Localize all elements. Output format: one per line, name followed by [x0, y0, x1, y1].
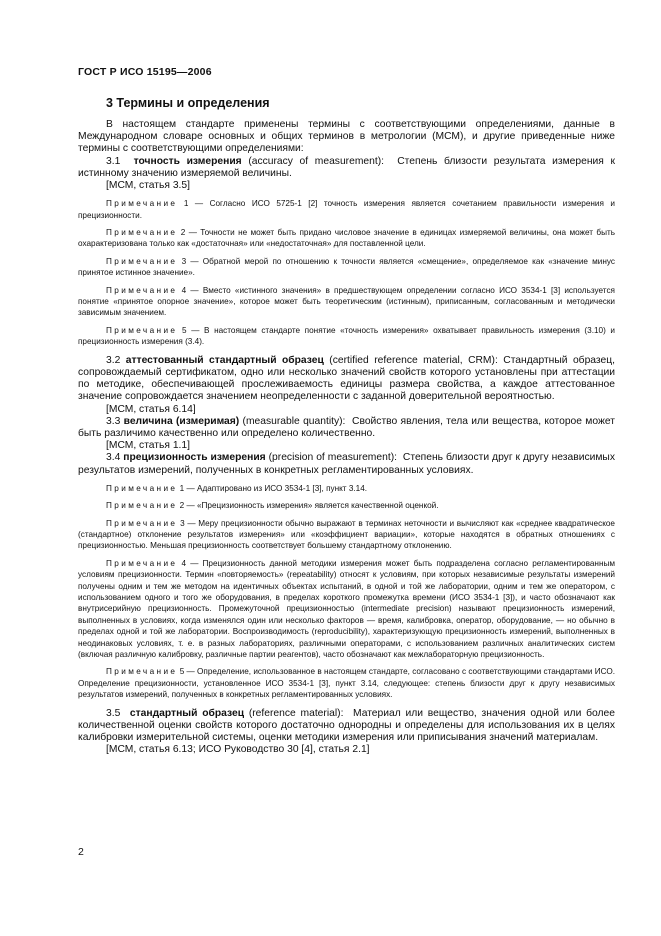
note-label: Примечание [106, 285, 178, 295]
term-3-1 [78, 156, 615, 180]
term-number: 3.2 [106, 354, 121, 366]
term-english: (reference material): [248, 707, 344, 719]
term-reference: [МСМ, статья 6.13; ИСО Руководство 30 [4], статья 2.1] [106, 744, 370, 756]
note-label: Примечание [106, 325, 178, 335]
note: Примечание 5 — Определение, использованное в настоящем стандарте, согласовано с соответствующими стандартами ИСО. Определение прецизионности, установленное ИСО 3534-1 [3], пункт 3.14, следующее: степень близости друг к другу независимых результатов измерений, полученных в конкретных регламентированных условиях. [78, 667, 615, 700]
term-reference: [МСМ, статья 6.14] [106, 403, 196, 415]
term-3-4 [78, 452, 615, 476]
note: Примечание 5 — В настоящем стандарте понятие «точность измерения» охватывает правильность измерения (3.10) и прецизионность измерения (3.4). [78, 325, 615, 347]
intro-paragraph: В настоящем стандарте применены термины с соответствующими определениями, данные в Международном словаре основных и общих терминов в метрологии (МСМ), и другие приведенные ниже термины с соответствующими определениями: [78, 119, 615, 155]
term-english: (accuracy of measurement): [248, 155, 385, 167]
term-3-5 [78, 708, 615, 745]
note-label: Примечание [106, 558, 178, 568]
term-name: прецизионность измерения [123, 452, 266, 464]
note-label: Примечание [106, 667, 178, 677]
note-label: Примечание [106, 256, 178, 266]
term-number: 3.5 [106, 707, 121, 719]
note: Примечание 4 — Вместо «истинного значения» в предшествующем определении согласно ИСО 3534-1 [3] используется понятие «принятое опорное значение», которое может быть теоретическим (истинным), приписанным, согласованным и методически зависимым значением. [78, 285, 615, 318]
page-number: 2 [78, 846, 84, 858]
term-reference: [МСМ, статья 1.1] [106, 440, 190, 452]
note: Примечание 2 — Точности не может быть придано числовое значение в единицах измеряемой величины, она может быть охарактеризована только как «достаточная» или «недостаточная» для поставленной цели. [78, 228, 615, 249]
note-label: Примечание [106, 228, 178, 238]
term-number: 3.4 [106, 452, 121, 464]
note: Примечание 1 — Адаптировано из ИСО 3534-1 [3], пункт 3.14. [106, 483, 368, 493]
term-name: стандартный образец [129, 707, 245, 719]
note-label: Примечание [106, 501, 178, 511]
section-title: 3 Термины и определения [106, 96, 270, 110]
term-definition: Степень близости результата измерения к истинному значению измеряемой величины. [78, 155, 615, 179]
note-label: Примечание [106, 199, 178, 209]
note: Примечание 3 — Обратной мерой по отношению к точности является «смещение», определяемое как «значение минус принятое истинное значение». [78, 256, 615, 278]
document-header: ГОСТ Р ИСО 15195—2006 [78, 66, 212, 78]
document-body [78, 119, 615, 756]
note: Примечание 3 — Меру прецизионности обычно выражают в терминах неточности и вычисляют как «среднее квадратическое (стандартное) отклонение результатов измерения» или «коэффициент вариации», которые находятся в обратных отношениях с прецизионностью. Меньшая прецизионность соответствует большему стандартному отклонению. [78, 518, 615, 551]
term-name: точность измерения [133, 155, 242, 167]
note-label: Примечание [106, 483, 178, 493]
term-english: (measurable quantity): [242, 415, 346, 427]
term-english: (precision of measurement): [268, 452, 397, 464]
term-english: (certified reference material, CRM): [329, 354, 498, 366]
note: Примечание 1 — Согласно ИСО 5725-1 [2] точность измерения является сочетанием правильности измерения и прецизионности. [78, 199, 615, 220]
term-definition: Свойство явления, тела или вещества, которое может быть различимо качественно или определено количественно. [78, 415, 615, 439]
term-name: величина (измеримая) [123, 415, 240, 427]
term-number: 3.3 [106, 415, 121, 427]
term-definition: Стандартный образец, сопровождаемый сертификатом, одно или несколько значений свойств которого установлены при аттестации по методике, обеспечивающей прослеживаемость единицы размера свойства, а каждое аттестованное значение сопровождается значением неопределенности с заданной доверительной вероятностью. [78, 354, 615, 403]
term-number: 3.1 [106, 155, 121, 167]
note: Примечание 4 — Прецизионность данной методики измерения может быть подразделена согласно регламентированным условиям прецизионности. Термин «повторяемость» (repeatability) относят к условиям, при которых независимые результаты измерений получены одним и тем же методом на идентичных объектах испытаний, в одной и той же лаборатории, одним и тем же оператором, с использованием одного и того же оборудования, в пределах короткого промежутка времени (ИСО 3534-1 [3]), и часто обозначают как внутрисерийную прецизионность. Промежуточной прецизионностью (intermediate precision) называют прецизионность измерений, выполненных в условиях, когда изменялся один или несколько факторов — время, калибровка, оператор, оборудование, — но обычно в пределах одной и той же лаборатории. Воспроизводимость (reproducibility), характеризующую прецизионность измерений, выполненных в неодинаковых условиях, т. е. в разных лабораториях, различными операторами, с использованием различных аналитических систем (включая различную калибровку, различные партии реагентов), часто обозначают как межлабораторную прецизионность. [78, 558, 615, 659]
term-3-2 [78, 355, 615, 404]
term-definition: Материал или вещество, значения одной или более количественной оценки свойств которого достаточно однородны и определены для использования их в целях калибровки измерительной системы, оценки методики измерения или приписывания значений материалам. [78, 707, 615, 744]
term-3-3 [78, 416, 615, 440]
note: Примечание 2 — «Прецизионность измерения» является качественной оценкой. [106, 501, 439, 511]
term-name: аттестованный стандартный образец [125, 354, 324, 366]
note-label: Примечание [106, 518, 178, 528]
term-reference: [МСМ, статья 3.5] [106, 180, 190, 192]
term-definition: Степень близости друг к другу независимых результатов измерений, полученных в конкретных регламентированных условиях. [78, 452, 615, 476]
